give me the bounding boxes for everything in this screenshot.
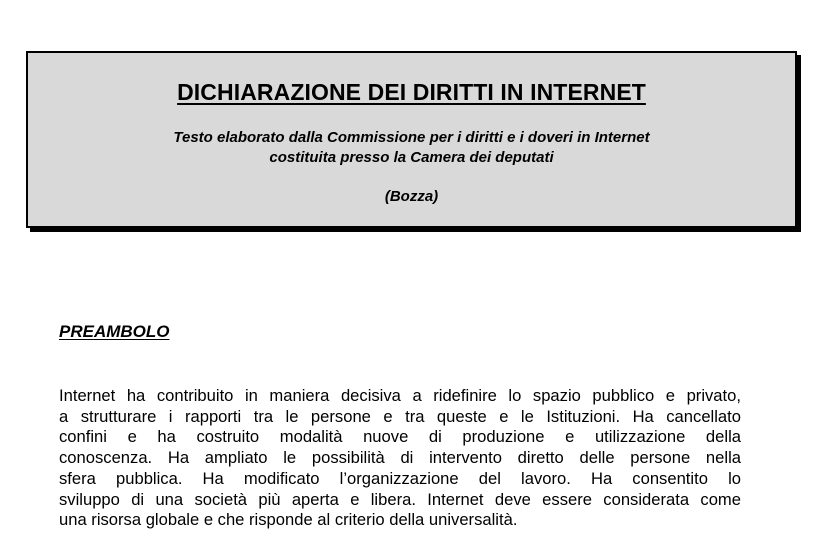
paragraph-line: conoscenza. Ha ampliato le possibilità di intervento diretto delle persone nella <box>59 448 741 468</box>
paragraph-line: sfera pubblica. Ha modificato l’organizzazione del lavoro. Ha consentito lo <box>59 468 741 488</box>
preamble-paragraph <box>59 386 741 531</box>
paragraph-line: a strutturare i rapporti tra le persone e tra queste e le Istituzioni. Ha cancellato <box>59 406 741 426</box>
subtitle-line-2: costituita presso la Camera dei deputati <box>269 149 554 166</box>
document-title: DICHIARAZIONE DEI DIRITTI IN INTERNET <box>177 79 646 105</box>
subtitle-line-1: Testo elaborato dalla Commissione per i diritti e i doveri in Internet <box>173 129 650 146</box>
paragraph-line: una risorsa globale e che risponde al criterio della universalità. <box>59 510 518 530</box>
title-box <box>26 51 797 228</box>
paragraph-line: sviluppo di una società più aperta e libera. Internet deve essere considerata come <box>59 489 741 509</box>
paragraph-line: Internet ha contribuito in maniera decisiva a ridefinire lo spazio pubblico e privato, <box>59 386 741 405</box>
paragraph-line: confini e ha costruito modalità nuove di produzione e utilizzazione della <box>59 427 741 447</box>
draft-label: (Bozza) <box>384 188 439 205</box>
section-heading: PREAMBOLO <box>59 322 170 341</box>
